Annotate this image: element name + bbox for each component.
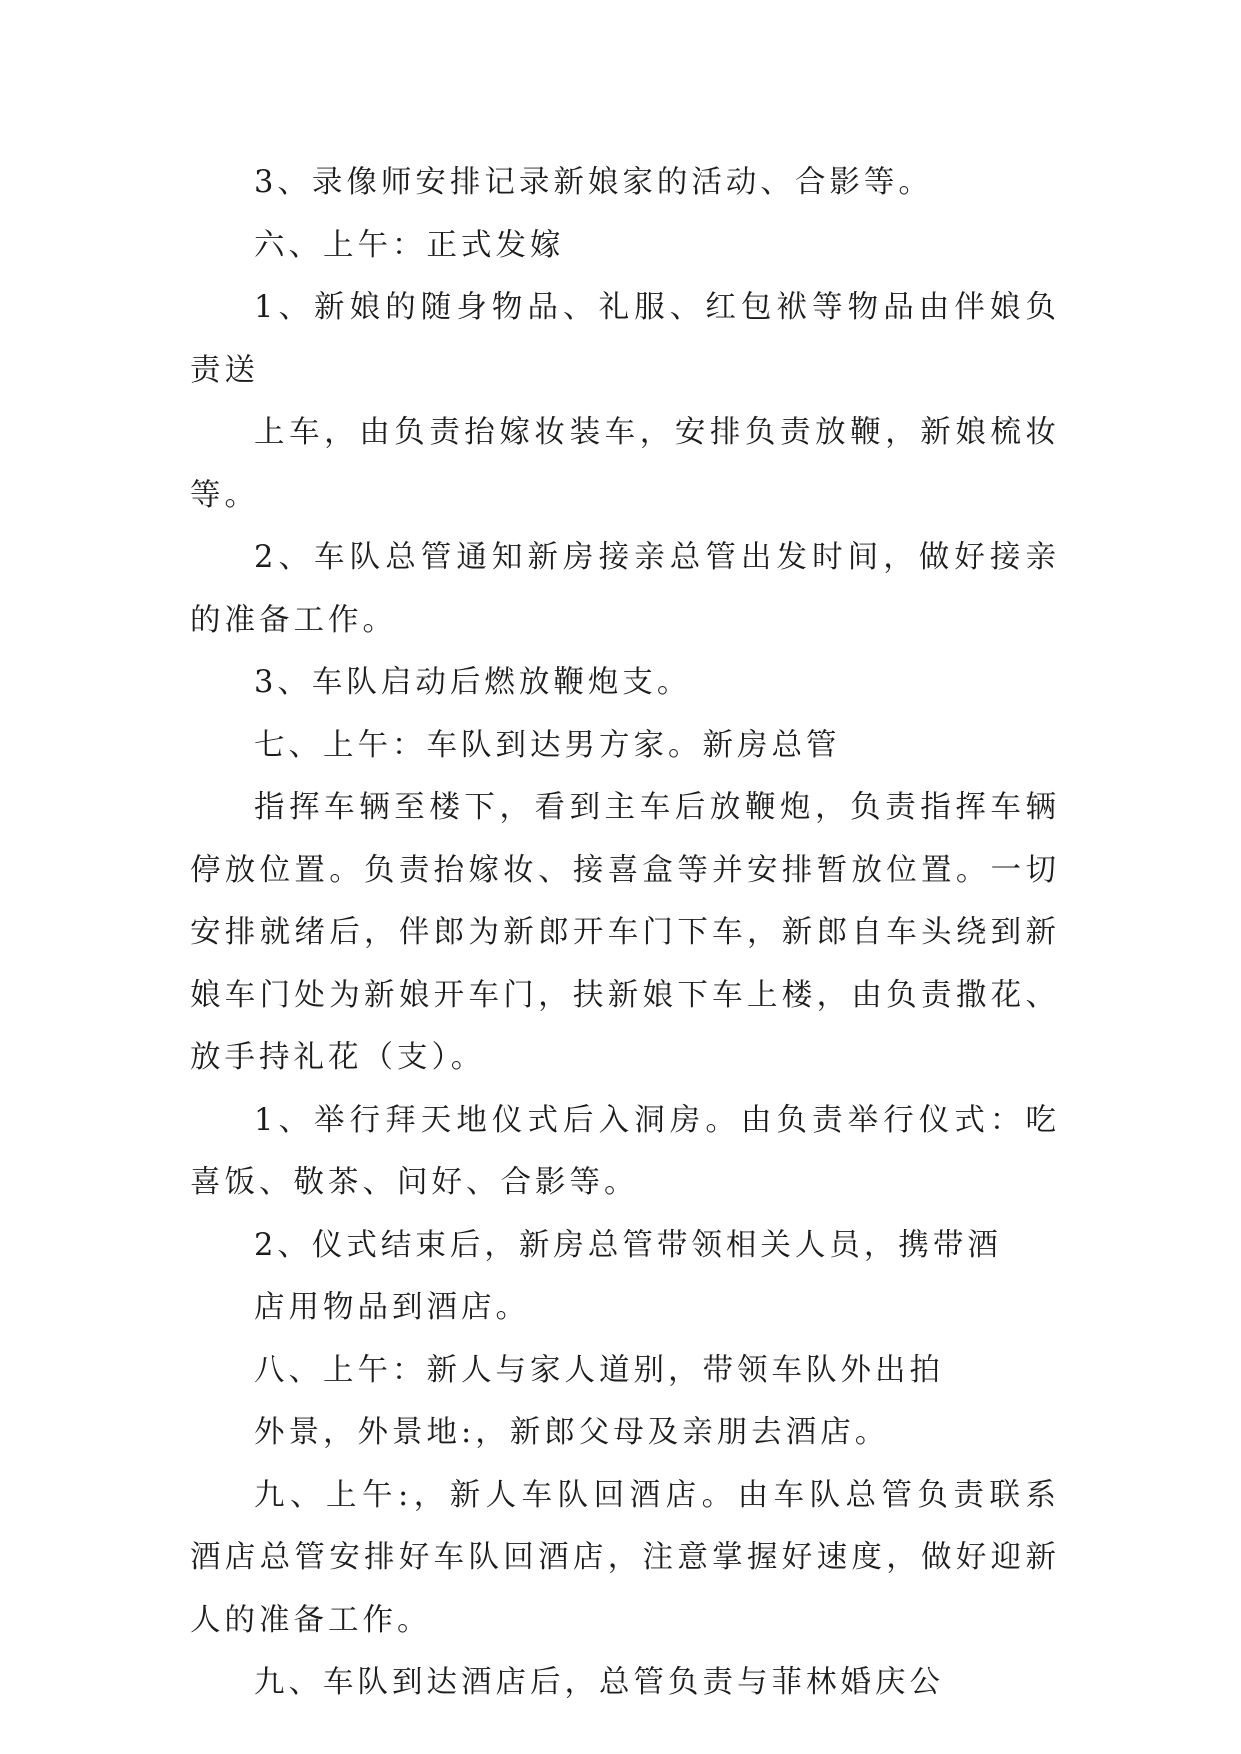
paragraph: 1、举行拜天地仪式后入洞房。由负责举行仪式：吃喜饭、敬茶、问好、合影等。 xyxy=(190,1102,1060,1200)
paragraph: 2、车队总管通知新房接亲总管出发时间，做好接亲的准备工作。 xyxy=(190,540,1060,638)
paragraph: 店用物品到酒店。 xyxy=(254,1290,530,1325)
paragraph: 3、车队启动后燃放鞭炮支。 xyxy=(254,665,692,700)
paragraph: 2、仪式结束后，新房总管带领相关人员，携带酒 xyxy=(254,1227,1002,1263)
section-heading: 九、车队到达酒店后，总管负责与菲林婚庆公 xyxy=(254,1665,944,1700)
section-heading: 六、上午：正式发嫁 xyxy=(254,227,565,263)
paragraph: 3、录像师安排记录新娘家的活动、合影等。 xyxy=(254,165,933,200)
paragraph: 外景，外景地:，新郎父母及亲朋去酒店。 xyxy=(254,1415,890,1450)
section-heading: 七、上午：车队到达男方家。新房总管 xyxy=(254,727,841,763)
document-body xyxy=(190,152,1060,1715)
paragraph: 1、新娘的随身物品、礼服、红包袱等物品由伴娘负责送 xyxy=(190,290,1060,388)
section-heading: 八、上午：新人与家人道别，带领车队外出拍 xyxy=(254,1352,944,1388)
paragraph: 指挥车辆至楼下，看到主车后放鞭炮，负责指挥车辆停放位置。负责抬嫁妆、接喜盒等并安排暂放位置。一切安排就绪后，伴郎为新郎开车门下车，新郎自车头绕到新娘车门处为新娘开车门，扶新娘下车上楼，由负责撒花、放手持礼花（支）。 xyxy=(190,790,1060,1075)
paragraph: 上车，由负责抬嫁妆装车，安排负责放鞭，新娘梳妆等。 xyxy=(190,415,1060,513)
section-heading: 九、上午:，新人车队回酒店。由车队总管负责联系酒店总管安排好车队回酒店，注意掌握好速度，做好迎新人的准备工作。 xyxy=(190,1477,1060,1638)
